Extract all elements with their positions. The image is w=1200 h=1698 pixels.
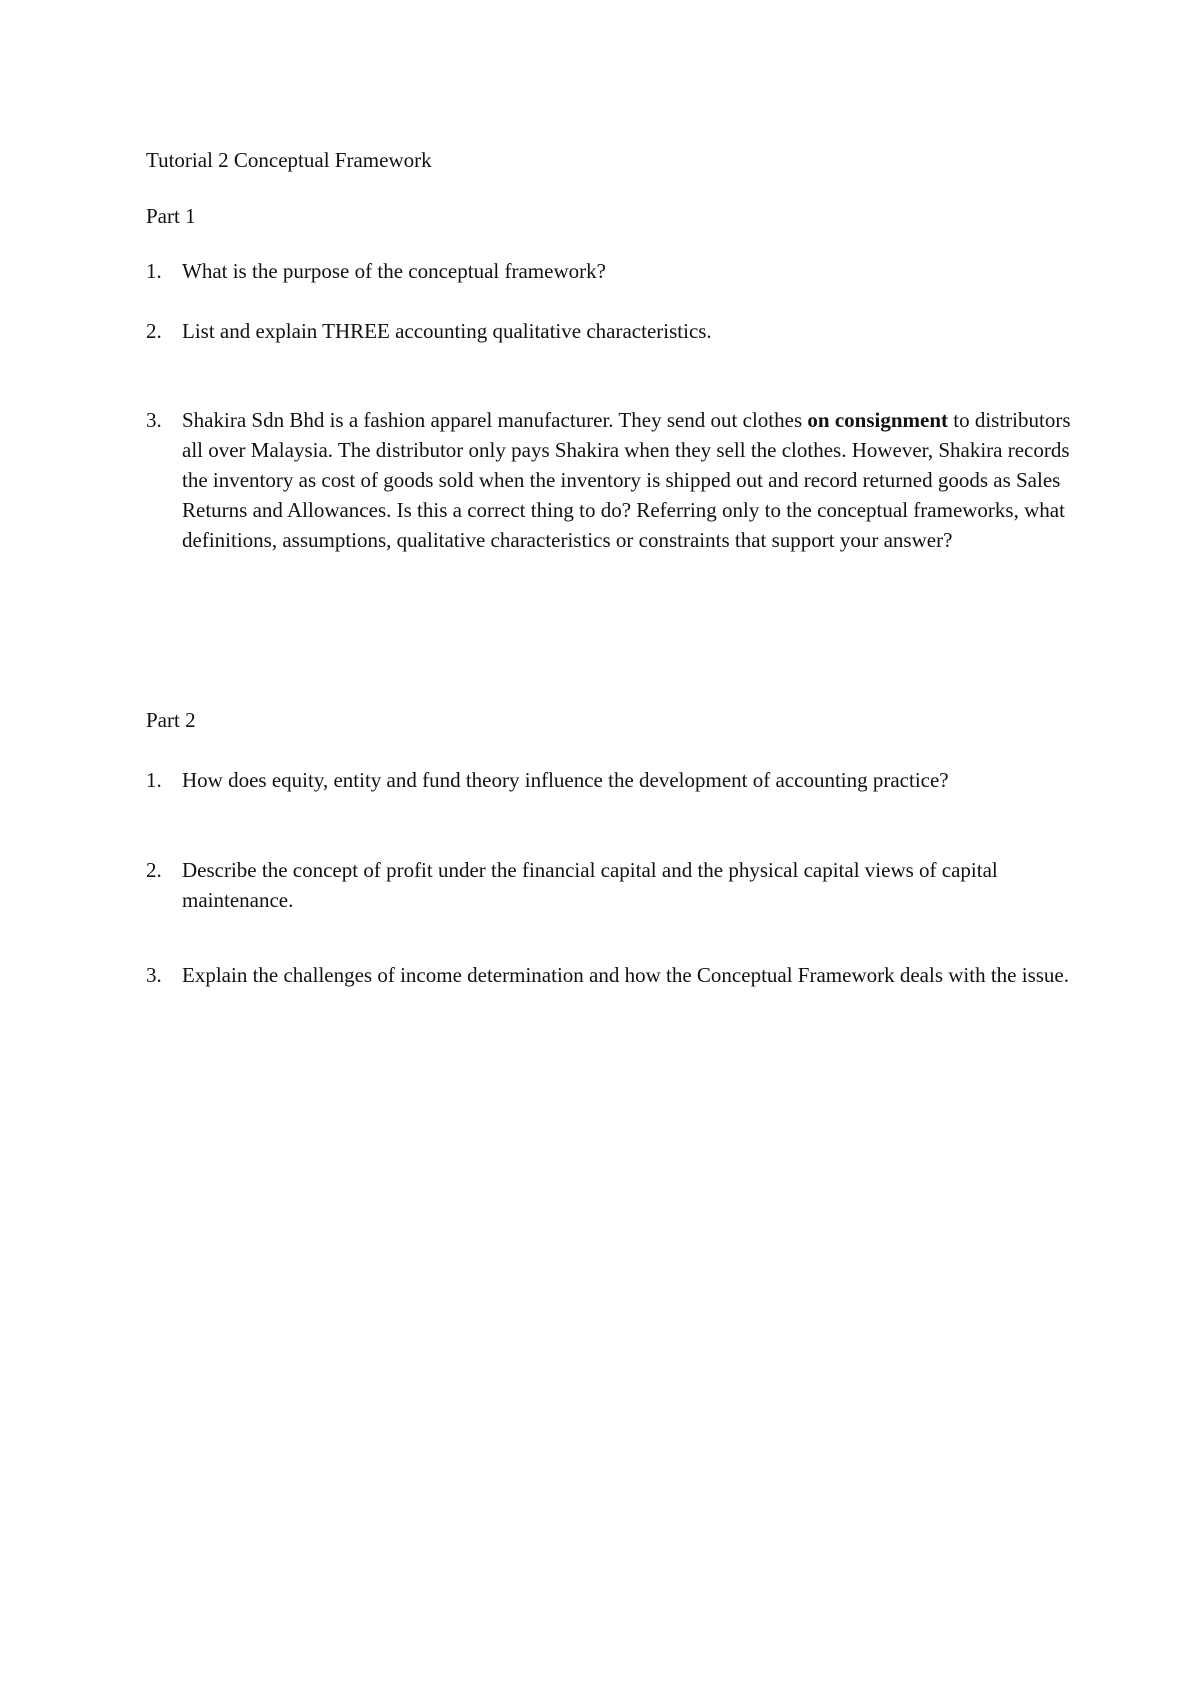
part-2-question-2 [146,855,1076,915]
question-text: List and explain THREE accounting qualitative characteristics. [182,319,712,343]
question-text: Explain the challenges of income determination and how the Conceptual Framework deals with the issue. [182,963,1070,987]
part-2-heading: Part 2 [146,708,196,732]
question-number: 3. [146,408,162,432]
question-text [182,405,1076,555]
question-text: What is the purpose of the conceptual framework? [182,259,606,283]
question-text-end: to distributors all over Malaysia. The distributor only pays Shakira when they sell the clothes. However, Shakira records the inventory as cost of goods sold when the inventory is shipped out and record returned goods as Sales Returns and Allowances. Is this a correct thing to do? Referring only to the conceptual frameworks, what definitions, assumptions, qualitative characteristics or constraints that support your answer? [182,408,1071,552]
part-1-question-2 [146,316,1076,346]
part-2-question-3 [146,960,1076,990]
question-number: 2. [146,319,162,343]
question-number: 2. [146,858,162,882]
question-text: Describe the concept of profit under the financial capital and the physical capital views of capital maintenance. [182,858,998,912]
question-text: How does equity, entity and fund theory influence the development of accounting practice? [182,768,949,792]
question-number: 1. [146,768,162,792]
part-2-question-1 [146,765,1076,795]
part-1-question-3 [146,405,1076,555]
question-number: 3. [146,963,162,987]
document-title: Tutorial 2 Conceptual Framework [146,148,432,172]
question-text-bold: on consignment [807,408,948,432]
part-1-heading: Part 1 [146,204,196,228]
question-number: 1. [146,259,162,283]
part-1-question-1 [146,256,1076,286]
question-text-start: Shakira Sdn Bhd is a fashion apparel manufacturer. They send out clothes [182,408,808,432]
